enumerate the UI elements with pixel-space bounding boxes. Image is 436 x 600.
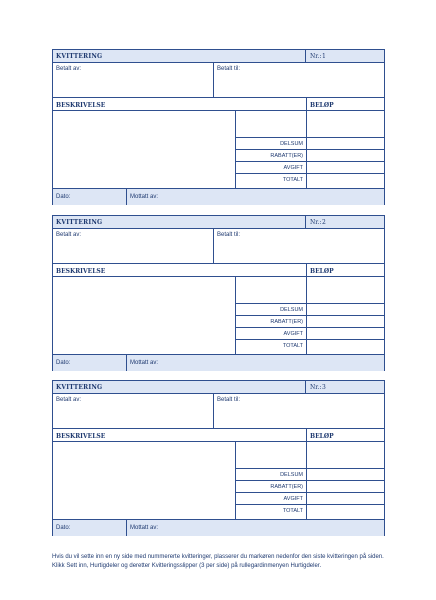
line-items-body[interactable] bbox=[53, 277, 384, 355]
receipt-number-value[interactable]: 3 bbox=[322, 384, 326, 391]
paid-to-field[interactable]: Betalt til: bbox=[217, 66, 241, 72]
received-by-field[interactable]: Mottatt av: bbox=[130, 360, 159, 366]
subtotal-label: DELSUM bbox=[280, 472, 303, 478]
receipt-number-label: Nr.: bbox=[310, 219, 322, 226]
description-header: BESKRIVELSE bbox=[56, 433, 106, 440]
total-label: TOTALT bbox=[282, 177, 303, 183]
receipt-title: KVITTERING bbox=[56, 219, 103, 226]
paid-by-field[interactable]: Betalt av: bbox=[56, 232, 82, 238]
discount-label: RABATT(ER) bbox=[270, 484, 303, 490]
tax-label: AVGIFT bbox=[283, 496, 303, 502]
discount-label: RABATT(ER) bbox=[270, 153, 303, 159]
instructions-text: Hvis du vil sette inn en ny side med nummererte kvitteringer, plasserer du markøren nedenfor den siste kvitteringen på siden. Klikk Sett inn, Hurtigdeler og deretter Kvitteringsslipper (3 per side) på rullegardinmenyen Hurtigdeler. bbox=[52, 554, 384, 569]
receipt-3 bbox=[52, 380, 385, 536]
receipt-footer bbox=[53, 355, 384, 371]
amount-header: BELØP bbox=[310, 102, 334, 109]
receipt-2 bbox=[52, 215, 385, 371]
amount-header: BELØP bbox=[310, 268, 334, 275]
paid-to-field[interactable]: Betalt til: bbox=[217, 232, 241, 238]
receipt-number-label: Nr.: bbox=[310, 384, 322, 391]
receipt-header bbox=[53, 50, 384, 63]
total-label: TOTALT bbox=[282, 343, 303, 349]
receipt-number-box bbox=[305, 216, 384, 228]
received-by-field[interactable]: Mottatt av: bbox=[130, 525, 159, 531]
line-items-header bbox=[53, 98, 384, 111]
subtotal-label: DELSUM bbox=[280, 307, 303, 313]
receipt-title: KVITTERING bbox=[56, 53, 103, 60]
tax-label: AVGIFT bbox=[283, 165, 303, 171]
date-field[interactable]: Dato: bbox=[56, 525, 71, 531]
receipt-number-box bbox=[305, 50, 384, 62]
date-field[interactable]: Dato: bbox=[56, 194, 71, 200]
receipt-header bbox=[53, 381, 384, 394]
paid-by-field[interactable]: Betalt av: bbox=[56, 397, 82, 403]
payment-parties bbox=[53, 394, 384, 429]
received-by-field[interactable]: Mottatt av: bbox=[130, 194, 159, 200]
total-label: TOTALT bbox=[282, 508, 303, 514]
subtotal-label: DELSUM bbox=[280, 141, 303, 147]
description-header: BESKRIVELSE bbox=[56, 102, 106, 109]
receipt-number-value[interactable]: 1 bbox=[322, 53, 326, 60]
receipt-1 bbox=[52, 49, 385, 205]
description-header: BESKRIVELSE bbox=[56, 268, 106, 275]
receipt-footer bbox=[53, 520, 384, 536]
paid-by-field[interactable]: Betalt av: bbox=[56, 66, 82, 72]
line-items-header bbox=[53, 264, 384, 277]
receipt-footer bbox=[53, 189, 384, 205]
paid-to-field[interactable]: Betalt til: bbox=[217, 397, 241, 403]
tax-label: AVGIFT bbox=[283, 331, 303, 337]
date-field[interactable]: Dato: bbox=[56, 360, 71, 366]
payment-parties bbox=[53, 63, 384, 98]
receipt-header bbox=[53, 216, 384, 229]
receipt-number-label: Nr.: bbox=[310, 53, 322, 60]
payment-parties bbox=[53, 229, 384, 264]
amount-header: BELØP bbox=[310, 433, 334, 440]
line-items-header bbox=[53, 429, 384, 442]
discount-label: RABATT(ER) bbox=[270, 319, 303, 325]
receipt-title: KVITTERING bbox=[56, 384, 103, 391]
receipt-number-value[interactable]: 2 bbox=[322, 219, 326, 226]
line-items-body[interactable] bbox=[53, 111, 384, 189]
line-items-body[interactable] bbox=[53, 442, 384, 520]
receipt-number-box bbox=[305, 381, 384, 393]
